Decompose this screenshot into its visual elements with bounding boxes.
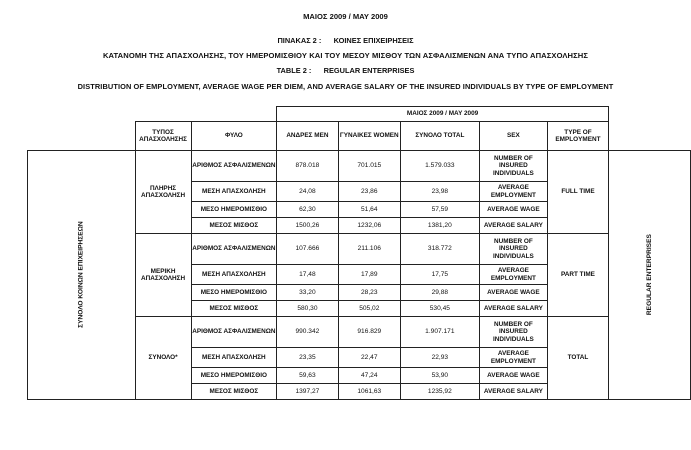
cell-women: 51,64 — [338, 202, 400, 218]
cell-men: 59,63 — [277, 368, 339, 384]
cell-women: 23,86 — [338, 182, 400, 202]
row-label-en: AVERAGE WAGE — [479, 368, 547, 384]
cell-total: 53,90 — [400, 368, 479, 384]
cell-women: 505,02 — [338, 301, 400, 317]
employment-table — [27, 106, 691, 400]
row-label-en: AVERAGE WAGE — [479, 202, 547, 218]
cell-women: 211.106 — [338, 234, 400, 265]
row-label-gr: ΑΡΙΘΜΟΣ ΑΣΦΑΛΙΣΜΕΝΩΝ — [191, 234, 277, 265]
row-label-gr: ΜΕΣΟ ΗΜΕΡΟΜΙΣΘΙΟ — [191, 202, 277, 218]
cell-women: 1232,06 — [338, 218, 400, 234]
row-label-gr: ΜΕΣΟΣ ΜΙΣΘΟΣ — [191, 301, 277, 317]
row-label-gr: ΑΡΙΘΜΟΣ ΑΣΦΑΛΙΣΜΕΝΩΝ — [191, 151, 277, 182]
cell-men: 24,08 — [277, 182, 339, 202]
table-number-gr: ΠΙΝΑΚΑΣ 2 : ΚΟΙΝΕΣ ΕΠΙΧΕΙΡΗΣΕΙΣ — [277, 36, 414, 45]
cell-women: 17,89 — [338, 265, 400, 285]
cell-total: 1.579.033 — [400, 151, 479, 182]
type-en-full-time: FULL TIME — [547, 151, 608, 234]
row-label-gr: ΜΕΣΟ ΗΜΕΡΟΜΙΣΘΙΟ — [191, 285, 277, 301]
row-label-en: AVERAGE WAGE — [479, 285, 547, 301]
col-women: ΓΥΝΑΙΚΕΣ WOMEN — [338, 122, 400, 151]
cell-total: 1381,20 — [400, 218, 479, 234]
blank-corner-right — [608, 107, 690, 122]
right-side-label-cell — [608, 151, 690, 400]
row-label-gr: ΑΡΙΘΜΟΣ ΑΣΦΑΛΙΣΜΕΝΩΝ — [191, 317, 277, 348]
row-label-en: AVERAGE EMPLOYMENT — [479, 348, 547, 368]
cell-total: 17,75 — [400, 265, 479, 285]
cell-men: 1397,27 — [277, 384, 339, 400]
row-label-en: NUMBER OF INSURED INDIVIDUALS — [479, 234, 547, 265]
cell-total: 29,88 — [400, 285, 479, 301]
row-label-gr: ΜΕΣΟΣ ΜΙΣΘΟΣ — [191, 218, 277, 234]
blank-right — [608, 122, 690, 151]
table-number-en: TABLE 2 : REGULAR ENTERPRISES — [276, 66, 415, 75]
table-title-en: DISTRIBUTION OF EMPLOYMENT, AVERAGE WAGE PER DIEM, AND AVERAGE SALARY OF THE INSURED INDIVIDUALS BY TYPE OF EMPLOYMENT — [77, 82, 614, 91]
type-gr-part-time: ΜΕΡΙΚΗ ΑΠΑΣΧΟΛΗΣΗ — [135, 234, 191, 317]
row-label-en: AVERAGE EMPLOYMENT — [479, 265, 547, 285]
row-label-gr: ΜΕΣΗ ΑΠΑΣΧΟΛΗΣΗ — [191, 182, 277, 202]
cell-men: 990.342 — [277, 317, 339, 348]
col-total: ΣΥΝΟΛΟ TOTAL — [400, 122, 479, 151]
col-sex-en: SEX — [479, 122, 547, 151]
blank-corner — [28, 107, 277, 122]
cell-men: 33,20 — [277, 285, 339, 301]
cell-men: 878.018 — [277, 151, 339, 182]
row-label-en: NUMBER OF INSURED INDIVIDUALS — [479, 317, 547, 348]
cell-men: 580,30 — [277, 301, 339, 317]
type-en-total: TOTAL — [547, 317, 608, 400]
period-header: ΜΑΙΟΣ 2009 / MAY 2009 — [277, 107, 609, 122]
cell-total: 530,45 — [400, 301, 479, 317]
row-label-en: AVERAGE SALARY — [479, 384, 547, 400]
col-sex-gr: ΦΥΛΟ — [191, 122, 277, 151]
cell-men: 23,35 — [277, 348, 339, 368]
cell-women: 916.829 — [338, 317, 400, 348]
type-en-part-time: PART TIME — [547, 234, 608, 317]
row-label-en: AVERAGE SALARY — [479, 301, 547, 317]
cell-women: 47,24 — [338, 368, 400, 384]
col-type-gr: ΤΥΠΟΣ ΑΠΑΣΧΟΛΗΣΗΣ — [135, 122, 191, 151]
row-label-gr: ΜΕΣΟΣ ΜΙΣΘΟΣ — [191, 384, 277, 400]
cell-total: 23,98 — [400, 182, 479, 202]
cell-women: 1061,63 — [338, 384, 400, 400]
left-side-label-cell — [28, 151, 136, 400]
report-period: ΜΑΙΟΣ 2009 / MAY 2009 — [303, 12, 388, 21]
col-type-en: TYPE OF EMPLOYMENT — [547, 122, 608, 151]
cell-total: 1.907.171 — [400, 317, 479, 348]
cell-women: 28,23 — [338, 285, 400, 301]
cell-women: 22,47 — [338, 348, 400, 368]
row-label-en: NUMBER OF INSURED INDIVIDUALS — [479, 151, 547, 182]
right-side-label: REGULAR ENTERPRISES — [645, 234, 653, 316]
row-label-en: AVERAGE EMPLOYMENT — [479, 182, 547, 202]
blank-left — [28, 122, 136, 151]
row-label-gr: ΜΕΣΗ ΑΠΑΣΧΟΛΗΣΗ — [191, 348, 277, 368]
cell-men: 62,30 — [277, 202, 339, 218]
col-men: ΑΝΔΡΕΣ MEN — [277, 122, 339, 151]
cell-total: 57,59 — [400, 202, 479, 218]
row-label-gr: ΜΕΣΗ ΑΠΑΣΧΟΛΗΣΗ — [191, 265, 277, 285]
cell-men: 17,48 — [277, 265, 339, 285]
row-label-en: AVERAGE SALARY — [479, 218, 547, 234]
type-gr-total: ΣΥΝΟΛΟ* — [135, 317, 191, 400]
cell-men: 107.666 — [277, 234, 339, 265]
row-label-gr: ΜΕΣΟ ΗΜΕΡΟΜΙΣΘΙΟ — [191, 368, 277, 384]
cell-total: 318.772 — [400, 234, 479, 265]
cell-women: 701.015 — [338, 151, 400, 182]
cell-total: 22,93 — [400, 348, 479, 368]
type-gr-full-time: ΠΛΗΡΗΣ ΑΠΑΣΧΟΛΗΣΗ — [135, 151, 191, 234]
cell-men: 1500,26 — [277, 218, 339, 234]
cell-total: 1235,92 — [400, 384, 479, 400]
left-side-label: ΣΥΝΟΛΟ ΚΟΙΝΩΝ ΕΠΙΧΕΙΡΗΣΕΩΝ — [77, 221, 85, 329]
table-title-gr: ΚΑΤΑΝΟΜΗ ΤΗΣ ΑΠΑΣΧΟΛΗΣΗΣ, ΤΟΥ ΗΜΕΡΟΜΙΣΘΙΟΥ ΚΑΙ ΤΟΥ ΜΕΣΟΥ ΜΙΣΘΟΥ ΤΩΝ ΑΣΦΑΛΙΣΜΕΝΩΝ ΑΝΑ ΤΥΠΟ ΑΠΑΣΧΟΛΗΣΗΣ — [102, 51, 589, 60]
